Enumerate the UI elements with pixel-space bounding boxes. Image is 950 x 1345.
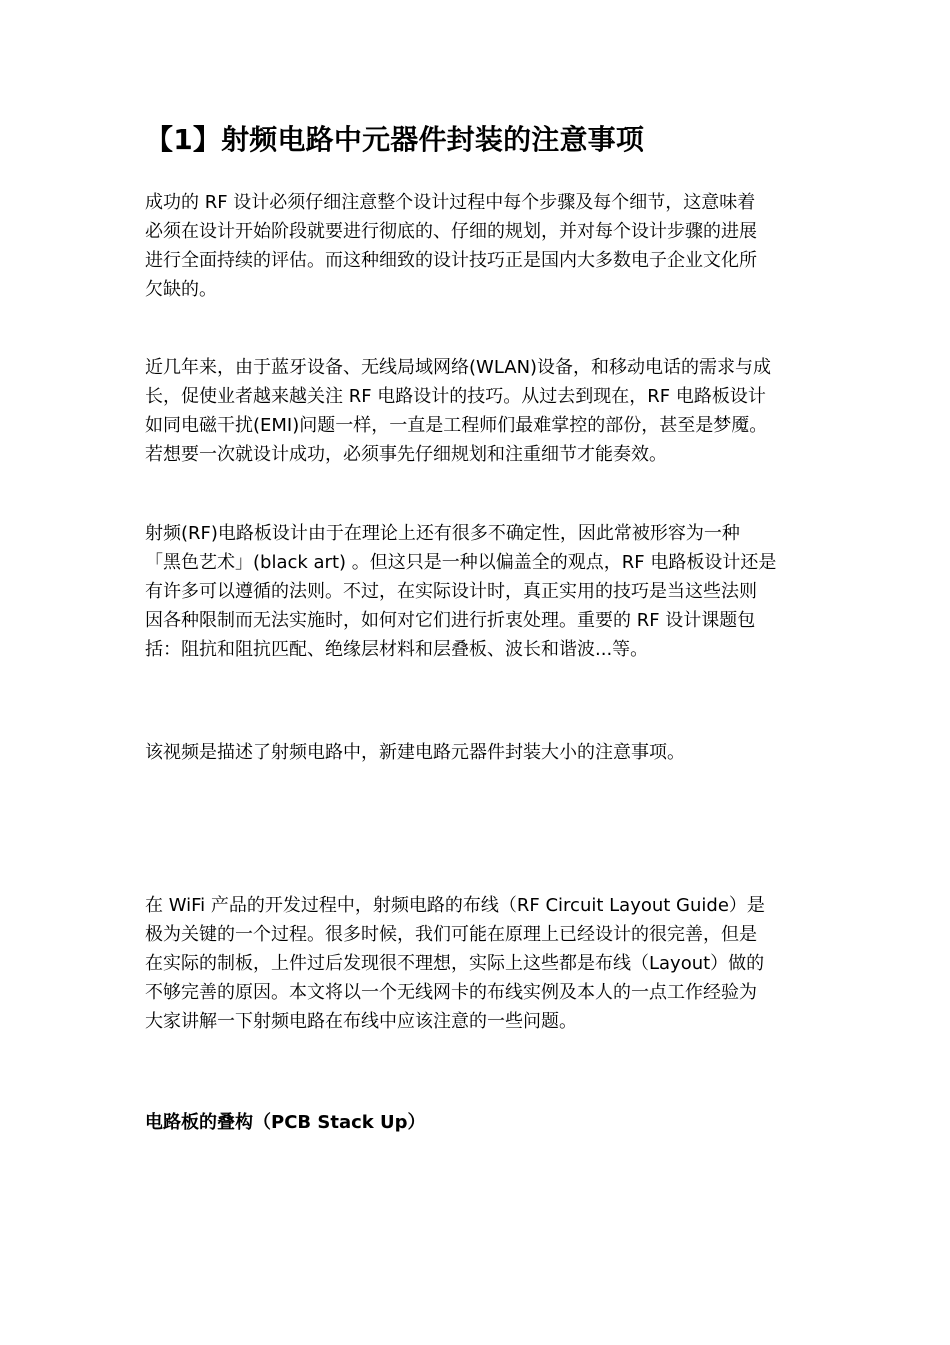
paragraph-intro: 成功的 RF 设计必须仔细注意整个设计过程中每个步骤及每个细节，这意味着 必须在设计开始阶段就要进行彻底的、仔细的规划，并对每个设计步骤的进展 进行全面持续的评估。而这种细致的设计技巧正是国内大多数电子企业文化所 欠缺的。 [145,192,757,300]
section-heading-pcb-stack-up: 电路板的叠构（PCB Stack Up） [145,1112,426,1133]
document-title: 【1】射频电路中元器件封装的注意事项 [145,123,645,156]
paragraph-black-art: 射频(RF)电路板设计由于在理论上还有很多不确定性，因此常被形容为一种 「黑色艺术」(black art) 。但这只是一种以偏盖全的观点，RF 电路板设计还是 有许多可以遵循的法则。不过，在实际设计时，真正实用的技巧是当这些法则 因各种限制而无法实施时，如何对它们进行折衷处理。重要的 RF 设计课题包 括：阻抗和阻抗匹配、绝缘层材料和层叠板、波长和谐波...等。 [145,523,777,660]
paragraph-wifi-layout: 在 WiFi 产品的开发过程中，射频电路的布线（RF Circuit Layout Guide）是 极为关键的一个过程。很多时候，我们可能在原理上已经设计的很完善，但是 在实际的制板，上件过后发现很不理想，实际上这些都是布线（Layout）做的 不够完善的原因。本文将以一个无线网卡的布线实例及本人的一点工作经验为 大家讲解一下射频电路在布线中应该注意的一些问题。 [145,895,765,1032]
paragraph-video-description: 该视频是描述了射频电路中，新建电路元器件封装大小的注意事项。 [145,742,685,763]
paragraph-rf-trends: 近几年来，由于蓝牙设备、无线局域网络(WLAN)设备，和移动电话的需求与成 长，促使业者越来越关注 RF 电路设计的技巧。从过去到现在，RF 电路板设计 如同电磁干扰(EMI)问题一样，一直是工程师们最难掌控的部份，甚至是梦魇。 若想要一次就设计成功，必须事先仔细规划和注重细节才能奏效。 [145,357,772,465]
